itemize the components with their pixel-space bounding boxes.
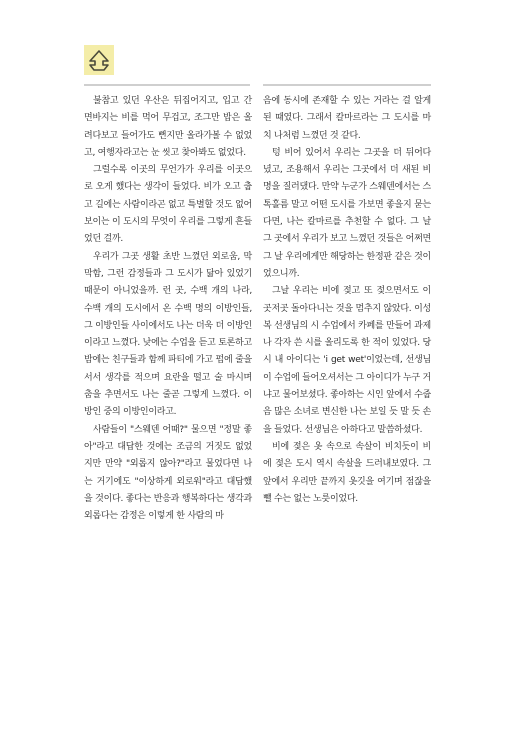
right-column-rule [263, 84, 431, 86]
right-text-column [263, 93, 431, 508]
paragraph: 사람들이 "스웨덴 어때?" 물으면 "정말 좋아"라고 대답한 것에는 조금의 거짓도 없었지만 만약 "외롭지 않아?"라고 물었다면 나는 거기에도 "이상하게 외로워"라고 대답했을 것이다. 좋다는 반응과 행복하다는 생각과 외롭다는 감정은 이렇게 한 사람의 마 [84, 424, 252, 522]
left-column-rule [84, 84, 250, 86]
house-arrow-icon [84, 45, 114, 75]
paragraph: 우리가 그곳 생활 초반 느꼈던 외로움, 막막함, 그런 감정들과 그 도시가 닮아 있었기 때문이 아니었을까. 런 곳, 수백 개의 나라, 수백 개의 도시에서 온 수백 명의 이방인들, 그 이방인들 사이에서도 나는 더욱 더 이방인이라고 느꼈다. 낮에는 수업을 듣고 토론하고 밤에는 친구들과 함께 파티에 가고 펍에 줄을 서서 생각를 적으며 요란을 떨고 술 마시며 춤을 추면서도 나는 줄곧 그렇게 느꼈다. 이방인 중의 이방인이라고. [84, 251, 252, 418]
paragraph: 비에 젖은 옷 속으로 속살이 비치듯이 비에 젖은 도시 역시 속살을 드러내보였다. 그 앞에서 우리만 끝까지 옷깃을 여기며 점잖을 뺄 수는 없는 노릇이었다. [263, 441, 431, 504]
paragraph: 그날 우리는 비에 젖고 또 젖으면서도 이곳저곳 돌아다니는 것을 멈추지 않았다. 이성복 선생님의 시 수업에서 카페를 만들어 과제나 각자 쓴 시를 올리도록 한 적이 있었다. 당시 내 아이디는 'i get wet'이었는데, 선생님이 수업에 들어오셔서는 그 아이디가 누구 거냐고 물어보셨다. 좋아하는 시인 앞에서 수줍음 많은 소녀로 변신한 나는 보일 듯 말 듯 손을 들었다. 선생님은 아하다고 말씀하셨다. [263, 286, 431, 435]
paragraph: 텅 비어 있어서 우리는 그곳을 더 뒤어다녔고, 조용해서 우리는 그곳에서 더 새된 비명을 질러댔다. 만약 누군가 스웨덴에서는 스톡홀름 말고 어떤 도시를 가보면 좋을지 묻는다면, 나는 칼마르를 추천할 수 없다. 그 날 그 곳에서 우리가 보고 느꼈던 것들은 어쩌면 그 날 우리에게만 해당하는 한정판 같은 것이었으니까. [263, 147, 431, 279]
logo-house-arrow-icon [84, 45, 114, 75]
left-text-column [84, 93, 252, 525]
paragraph: 음에 동시에 존재할 수 있는 거라는 걸 알게 된 때였다. 그래서 칼마르라는 그 도시를 마치 나처럼 느꼈던 것 같다. [263, 96, 431, 141]
paragraph: 불참고 있던 우산은 뒤집어지고, 입고 간 면바지는 비를 먹어 무겁고, 조그만 밥은 올려다보고 들어가도 뻔지만 올라가볼 수 없었고, 여행자라고는 눈 씻고 찾아봐도 없었다. [84, 96, 252, 158]
paragraph: 그럴수록 이곳의 무언가가 우리를 이곳으로 오게 했다는 생각이 들었다. 비가 오고 춥고 길에는 사람이라곤 없고 특별할 것도 없어 보이는 이 도시의 무엇이 우리를 그렇게 흔들었던 걸까. [84, 165, 252, 245]
